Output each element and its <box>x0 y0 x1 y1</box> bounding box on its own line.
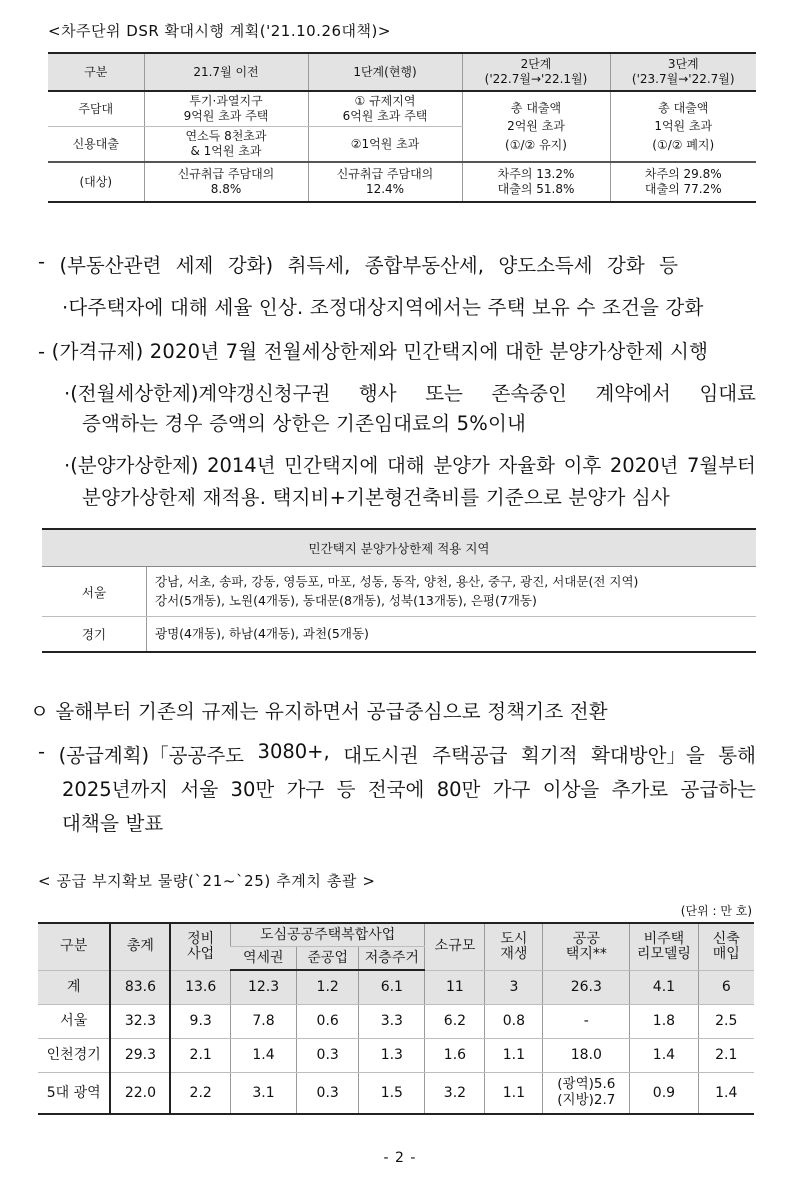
row-label: (대상) <box>48 162 144 202</box>
header-cell: 공공 택지** <box>543 923 630 970</box>
sub-bullet-price-cap: ·(분양가상한제) 2014년 민간택지에 대해 분양가 자율화 이후 2020년 7월부터 <box>64 454 756 477</box>
table-cell: 32.3 <box>110 1005 170 1039</box>
table-row <box>42 567 756 617</box>
table-cell: 18.0 <box>543 1039 630 1073</box>
table-cell: ②1억원 초과 <box>308 127 462 163</box>
row-label: 주담대 <box>48 91 144 127</box>
header-cell: 3단계 ('23.7월→'22.7월) <box>610 53 756 91</box>
dsr-table-caption: <차주단위 DSR 확대시행 계획('21.10.26대책)> <box>48 22 391 40</box>
table-cell: 1.5 <box>359 1073 425 1115</box>
bullet-supply-plan: - (공급계획)「공공주도 3080+, 대도시권 주택공급 획기적 확대방안」을 통해 <box>38 740 756 767</box>
table-cell: 13.6 <box>170 970 230 1005</box>
price-cap-region-table <box>42 528 756 653</box>
table-cell: 6 <box>698 970 754 1005</box>
header-cell: 2단계 ('22.7월→'22.1월) <box>462 53 610 91</box>
table-cell: 0.3 <box>297 1039 359 1073</box>
table-cell: 2.1 <box>170 1039 230 1073</box>
bullet-tax: - (부동산관련 세제 강화) 취득세, 종합부동산세, 양도소득세 강화 등 <box>38 250 678 277</box>
header-cell: 저층주거 <box>359 947 425 971</box>
supply-table-caption: < 공급 부지확보 물량(`21~`25) 추계치 총괄 > <box>38 872 376 890</box>
row-label: 인천경기 <box>38 1039 110 1073</box>
table-cell: 22.0 <box>110 1073 170 1115</box>
table-row <box>48 91 756 127</box>
table-cell: 29.3 <box>110 1039 170 1073</box>
circle-bullet-policy-shift: ㅇ 올해부터 기존의 규제는 유지하면서 공급중심으로 정책기조 전환 <box>30 700 608 723</box>
page-number: - 2 - <box>383 1150 417 1166</box>
table-cell: 7.8 <box>230 1005 296 1039</box>
table-row <box>38 1073 754 1115</box>
table-cell: 광명(4개동), 하남(4개동), 과천(5개동) <box>147 617 757 653</box>
table-header-row <box>48 53 756 91</box>
row-label: 경기 <box>42 617 147 653</box>
header-cell: 역세권 <box>230 947 296 971</box>
dsr-schedule-table <box>48 52 756 203</box>
table-cell: 투기·과열지구 9억원 초과 주택 <box>144 91 308 127</box>
header-cell: 준공업 <box>297 947 359 971</box>
supply-estimate-table <box>38 922 754 1115</box>
row-label: 서울 <box>38 1005 110 1039</box>
sub-bullet-tax: ·다주택자에 대해 세율 인상. 조정대상지역에서는 주택 보유 수 조건을 강화 <box>62 296 704 319</box>
header-cell: 구분 <box>48 53 144 91</box>
table-row <box>38 1039 754 1073</box>
table-cell: 0.3 <box>297 1073 359 1115</box>
table-cell: 1.4 <box>698 1073 754 1115</box>
header-cell: 구분 <box>38 923 110 970</box>
row-label: 신용대출 <box>48 127 144 163</box>
bullet-price-regulation: - (가격규제) 2020년 7월 전월세상한제와 민간택지에 대한 분양가상한제 시행 <box>38 340 709 363</box>
bullet-supply-plan-cont: 2025년까지 서울 30만 가구 등 전국에 80만 가구 이상을 추가로 공급하는 <box>62 778 756 801</box>
header-cell: 비주택 리모델링 <box>630 923 698 970</box>
bullet-supply-plan-end: 대책을 발표 <box>62 812 164 835</box>
table-cell: 2.5 <box>698 1005 754 1039</box>
row-label: 서울 <box>42 567 147 617</box>
table-cell: 1.3 <box>359 1039 425 1073</box>
table-cell: 차주의 29.8% 대출의 77.2% <box>610 162 756 202</box>
table-cell: 9.3 <box>170 1005 230 1039</box>
unit-label: (단위 : 만 호) <box>680 904 752 918</box>
table-cell: 83.6 <box>110 970 170 1005</box>
table-cell: 6.2 <box>425 1005 485 1039</box>
sub-bullet-rent-cap: ·(전월세상한제)계약갱신청구권 행사 또는 존속중인 계약에서 임대료 <box>64 382 756 405</box>
table-cell: 신규취급 주담대의 12.4% <box>308 162 462 202</box>
table-cell: (광역)5.6 (지방)2.7 <box>543 1073 630 1115</box>
table-cell: 2.1 <box>698 1039 754 1073</box>
header-cell: 21.7월 이전 <box>144 53 308 91</box>
row-label: 계 <box>38 970 110 1005</box>
table-cell: - <box>543 1005 630 1039</box>
table-cell: 1.2 <box>297 970 359 1005</box>
table-cell: 총 대출액 2억원 초과 (①/② 유지) <box>462 91 610 162</box>
table-row <box>38 970 754 1005</box>
table-cell: 3.1 <box>230 1073 296 1115</box>
table-row <box>38 1005 754 1039</box>
table-cell: 3.3 <box>359 1005 425 1039</box>
table-cell: 총 대출액 1억원 초과 (①/② 폐지) <box>610 91 756 162</box>
header-cell: 정비 사업 <box>170 923 230 970</box>
table-cell: 1.4 <box>230 1039 296 1073</box>
table-cell: 26.3 <box>543 970 630 1005</box>
table-cell: 신규취급 주담대의 8.8% <box>144 162 308 202</box>
table-cell: 3.2 <box>425 1073 485 1115</box>
header-cell: 신축 매입 <box>698 923 754 970</box>
table-cell: 1.1 <box>485 1039 543 1073</box>
table-row <box>42 617 756 653</box>
table-title: 민간택지 분양가상한제 적용 지역 <box>42 529 756 567</box>
row-label: 5대 광역 <box>38 1073 110 1115</box>
table-cell: 0.9 <box>630 1073 698 1115</box>
header-cell: 소규모 <box>425 923 485 970</box>
table-cell: 3 <box>485 970 543 1005</box>
table-cell: 6.1 <box>359 970 425 1005</box>
header-cell: 도심공공주택복합사업 <box>230 923 425 947</box>
table-cell: 1.6 <box>425 1039 485 1073</box>
table-cell: 11 <box>425 970 485 1005</box>
sub-bullet-price-cap-cont: 분양가상한제 재적용. 택지비+기본형건축비를 기준으로 분양가 심사 <box>82 486 670 509</box>
table-cell: 4.1 <box>630 970 698 1005</box>
table-cell: ① 규제지역 6억원 초과 주택 <box>308 91 462 127</box>
table-header-row <box>38 923 754 947</box>
sub-bullet-rent-cap-cont: 증액하는 경우 증액의 상한은 기존임대료의 5%이내 <box>82 412 527 435</box>
table-cell: 0.6 <box>297 1005 359 1039</box>
table-cell: 1.4 <box>630 1039 698 1073</box>
table-cell: 0.8 <box>485 1005 543 1039</box>
header-cell: 총계 <box>110 923 170 970</box>
table-cell: 12.3 <box>230 970 296 1005</box>
table-row <box>48 162 756 202</box>
header-cell: 1단계(현행) <box>308 53 462 91</box>
table-cell: 차주의 13.2% 대출의 51.8% <box>462 162 610 202</box>
table-cell: 강남, 서초, 송파, 강동, 영등포, 마포, 성동, 동작, 양천, 용산, 중구, 광진, 서대문(전 지역) 강서(5개동), 노원(4개동), 동대문(8개동), 성북(13개동), 은평(7개동) <box>147 567 757 617</box>
header-cell: 도시 재생 <box>485 923 543 970</box>
table-cell: 연소득 8천초과 & 1억원 초과 <box>144 127 308 163</box>
table-cell: 2.2 <box>170 1073 230 1115</box>
table-cell: 1.1 <box>485 1073 543 1115</box>
table-cell: 1.8 <box>630 1005 698 1039</box>
